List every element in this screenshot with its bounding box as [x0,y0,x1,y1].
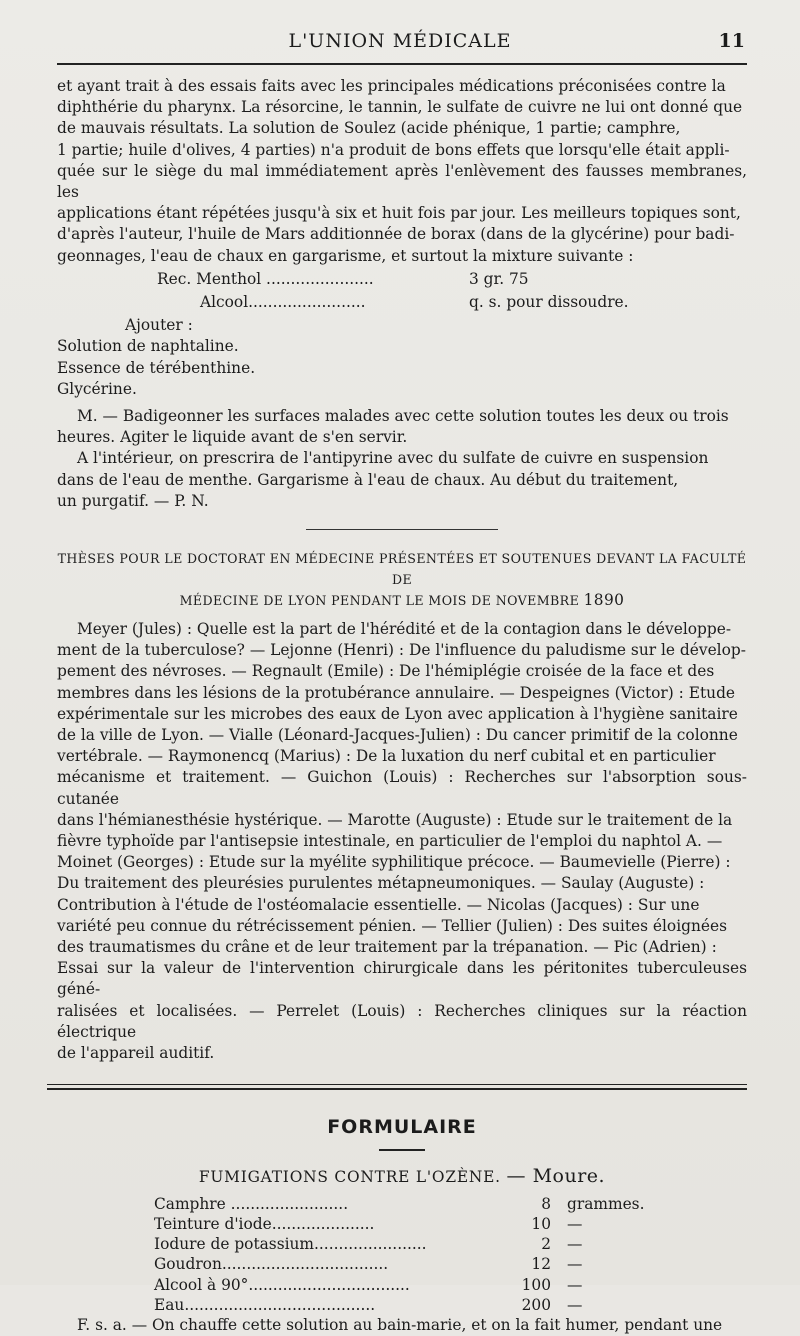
text-line: M. — Badigeonner les surfaces malades avec cette solution toutes les deux ou trois [77,407,729,426]
text-line: de l'appareil auditif. [57,1044,215,1063]
section-divider [306,529,498,530]
text-line: de mauvais résultats. La solution de Soulez (acide phénique, 1 partie; camphre, [57,119,681,138]
rule-thick [47,1088,747,1090]
formulaire-rule [379,1149,425,1151]
preparation-note: F. s. a. — On chauffe cette solution au bain-marie, et on la fait humer, pendant une [77,1316,723,1335]
text-line: quée sur le siège du mal immédiatement après l'enlèvement des fausses membranes, les [57,161,747,202]
ingredient-item: Essence de térébenthine. [57,358,256,377]
ingredient-unit: — [567,1275,583,1294]
recipe-row [57,1214,747,1234]
recipe-row [57,1295,747,1315]
text-line: membres dans les lésions de la protubérance annulaire. — Despeignes (Victor) : Etude [57,683,736,702]
text-line: diphthérie du pharynx. La résorcine, le tannin, le sulfate de cuivre ne lui ont donné que [57,98,743,117]
journal-title: L'UNION MÉDICALE [288,30,512,52]
text-line: expérimentale sur les microbes des eaux de Lyon avec application à l'hygiène sanitaire [57,704,738,723]
ingredient-name: Camphre ........................ [154,1194,349,1213]
text-line: de la ville de Lyon. — Vialle (Léonard-Jacques-Julien) : Du cancer primitif de la colonne [57,726,738,745]
instructions [57,406,747,448]
text-line: vertébrale. — Raymonencq (Marius) : De la luxation du nerf cubital et en particulier [57,747,716,766]
recipe-row [57,1234,747,1254]
fumigation-recipe [57,1194,747,1316]
text-line: geonnages, l'eau de chaux en gargarisme, et surtout la mixture suivante : [57,246,634,265]
ingredient-item: Solution de naphtaline. [57,337,239,356]
recipe-menthol [57,269,747,313]
ingredient-qty: 200 [521,1295,551,1314]
ingredient-name: Goudron.................................. [154,1255,389,1274]
page-number: 11 [718,30,745,52]
recipe-row [57,1194,747,1214]
text-line: 1 partie; huile d'olives, 4 parties) n'a produit de bons effets que lorsqu'elle était appli- [57,140,730,159]
running-head [55,30,745,56]
theses-heading [57,548,747,611]
recipe-name: Rec. Menthol ...................... [157,269,374,288]
text-line: Meyer (Jules) : Quelle est la part de l'hérédité et de la contagion dans le développe- [77,620,732,639]
ingredient-unit: — [567,1235,583,1254]
text-line: Essai sur la valeur de l'intervention chirurgicale dans les péritonites tuberculeuses géné- [57,959,747,999]
recipe-name: Alcool........................ [200,293,366,312]
text-line: dans de l'eau de menthe. Gargarisme à l'eau de chaux. Au début du traitement, [57,470,679,489]
ingredient-qty: 12 [531,1255,551,1274]
recipe-row [57,1254,747,1274]
text-line: dans l'hémianesthésie hystérique. — Marotte (Auguste) : Etude sur le traitement de la [57,810,733,829]
formulaire-heading: FORMULAIRE [327,1116,477,1139]
ingredient-item: Glycérine. [57,379,137,398]
header-rule [57,63,747,65]
article-body [57,76,747,1336]
text-line: mécanisme et traitement. — Guichon (Louis) : Recherches sur l'absorption sous-cutanée [57,768,747,808]
text-line: A l'intérieur, on prescrira de l'antipyrine avec du sulfate de cuivre en suspension [77,449,709,468]
text-line: et ayant trait à des essais faits avec les principales médications préconisées contre la [57,77,726,95]
paragraph-1 [57,76,747,267]
theses-year: 1890 [583,591,625,610]
text-line: Du traitement des pleurésies purulentes métapneumoniques. — Saulay (Auguste) : [57,874,705,893]
ingredient-name: Alcool à 90°................................. [154,1275,410,1294]
recipe-row [57,292,747,313]
text-line: d'après l'auteur, l'huile de Mars additionnée de borax (dans de la glycérine) pour badi- [57,225,735,244]
ingredient-unit: — [567,1295,583,1314]
ingredient-qty: 10 [531,1214,551,1233]
fumigation-title: FUMIGATIONS CONTRE L'OZÈNE. [198,1167,501,1186]
text-line: un purgatif. — P. N. [57,491,209,510]
ajouter-label: Ajouter : [125,316,193,335]
text-line: ment de la tuberculose? — Lejonne (Henri) : De l'influence du paludisme sur le dévelop- [57,641,746,660]
text-line: fièvre typhoïde par l'antisepsie intestinale, en particulier de l'emploi du naphtol A. — [57,832,723,851]
double-rule [47,1084,747,1090]
theses-heading-line-1: THÈSES POUR LE DOCTORAT EN MÉDECINE PRÉSENTÉES ET SOUTENUES DEVANT LA FACULTÉ DE [57,551,747,588]
text-line: applications étant répétées jusqu'à six et huit fois par jour. Les meilleurs topiques sont, [57,204,741,223]
text-line: heures. Agiter le liquide avant de s'en servir. [57,428,408,447]
ingredient-qty: 2 [541,1235,551,1254]
text-line: Contribution à l'étude de l'ostéomalacie essentielle. — Nicolas (Jacques) : Sur une [57,895,700,914]
recipe-qty: q. s. pour dissoudre. [469,293,629,312]
ingredient-unit: grammes. [567,1194,645,1213]
ingredient-unit: — [567,1214,583,1233]
text-line: variété peu connue du rétrécissement pénien. — Tellier (Julien) : Des suites éloignées [57,916,728,935]
text-line: ralisées et localisées. — Perrelet (Louis) : Recherches cliniques sur la réaction électrique [57,1001,747,1041]
ingredient-list [57,336,747,400]
fumigation-author: — Moure. [506,1164,606,1187]
ingredient-name: Iodure de potassium....................... [154,1235,427,1254]
theses-heading-line-2: MÉDECINE DE LYON PENDANT LE MOIS DE NOVEMBRE 1890 [179,591,625,610]
text-line: pement des névroses. — Regnault (Emile) : De l'hémiplégie croisée de la face et des [57,662,715,681]
recipe-qty: 3 gr. 75 [469,269,529,288]
paragraph-2 [57,448,747,512]
rule-thin [47,1084,747,1085]
ingredient-unit: — [567,1255,583,1274]
recipe-row [57,269,747,290]
theses-list [57,619,747,1064]
ingredient-qty: 100 [521,1275,551,1294]
ingredient-qty: 8 [541,1194,551,1213]
fumigation-heading [57,1163,747,1190]
ingredient-name: Eau....................................... [154,1295,376,1314]
text-line: Moinet (Georges) : Etude sur la myélite syphilitique précoce. — Baumevielle (Pierre) : [57,853,731,872]
ingredient-name: Teinture d'iode..................... [154,1214,375,1233]
text-line: des traumatismes du crâne et de leur traitement par la trépanation. — Pic (Adrien) : [57,938,717,957]
